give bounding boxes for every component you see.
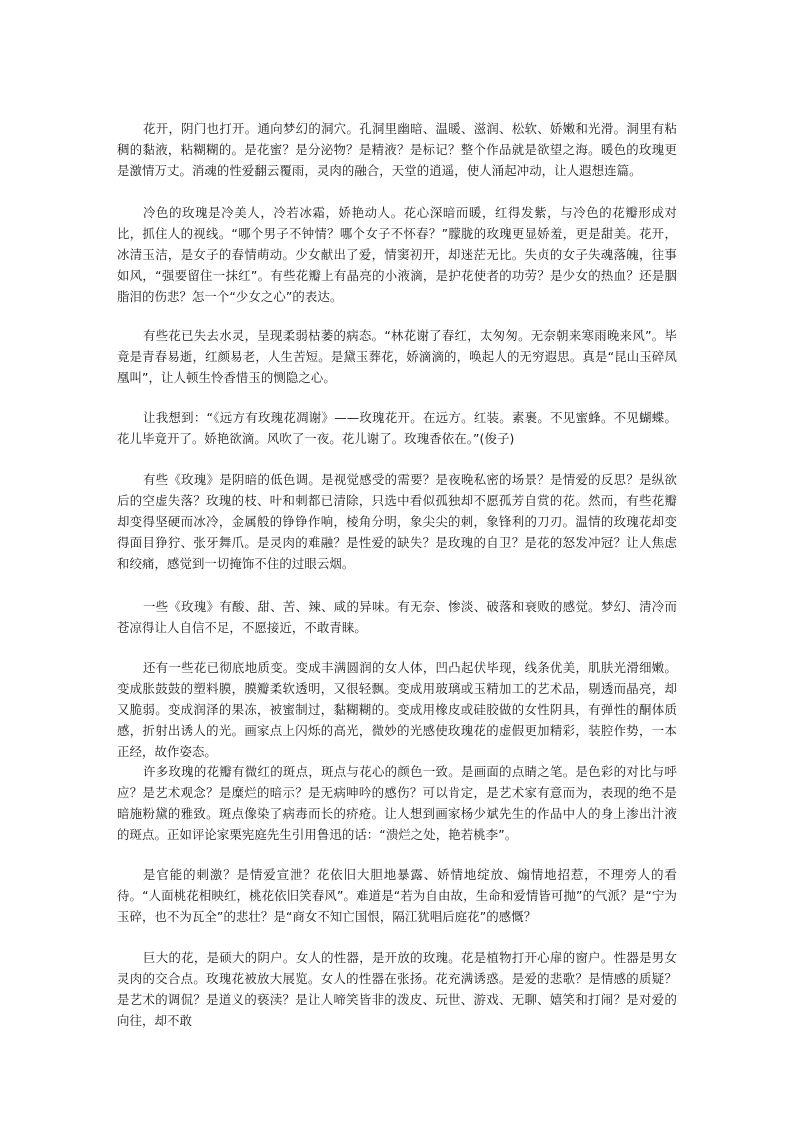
body-paragraph: 还有一些花已彻底地质变。变成丰满圆润的女人体，凹凸起伏毕现，线条优美，肌肤光滑细嫩。变成胀鼓鼓的塑料膜，膜瓣柔软透明，又很轻飘。变成用玻璃或玉精加工的艺术品，剔透而晶亮，却又脆弱。变成润泽的果冻，被蜜制过，黏糊糊的。变成用橡皮或硅胶做的女性阴具，有弹性的酮体质感，折射出诱人的光。画家点上闪烁的高光，微妙的光感使玫瑰花的虚假更加精彩，装腔作势，一本正经，故作姿态。 [117,660,677,759]
body-paragraph: 巨大的花，是硕大的阴户。女人的性器，是开放的玫瑰。花是植物打开心扉的窗户。性器是男女灵肉的交合点。玫瑰花被放大展览。女人的性器在张扬。花充满诱惑。是爱的悲歌？是情感的质疑？是艺术的调侃？是道义的亵渎？是让人啼笑皆非的泼皮、玩世、游戏、无聊、嬉笑和打闹？是对爱的向往，却不敢 [117,950,677,1028]
body-paragraph: 有些花已失去水灵，呈现柔弱枯萎的病态。“林花谢了春红，太匆匆。无奈朝来寒雨晚来风”。毕竟是青春易逝，红颜易老，人生苦短。是黛玉葬花，娇滴滴的，唤起人的无穷遐思。真是“昆山玉碎凤凰叫”，让人顿生怜香惜玉的恻隐之心。 [117,328,677,385]
body-paragraph: 有些《玫瑰》是阴暗的低色调。是视觉感受的需要？是夜晚私密的场景？是情爱的反思？是纵欲后的空虚失落？玫瑰的枝、叶和刺都已清除，只选中看似孤独却不愿孤芳自赏的花。然而，有些花瓣却变得坚硬而冰冷，金属般的铮铮作响，棱角分明，象尖尖的刺，象锋利的刀刃。温情的玫瑰花却变得面目狰狞、张牙舞爪。是灵肉的难融？是性爱的缺失？是玫瑰的自卫？是花的怒发冲冠？让人焦虑和绞痛，感觉到一切掩饰不住的过眼云烟。 [117,472,677,571]
body-paragraph: 是官能的刺激？是情爱宣泄？花依旧大胆地暴露、娇情地绽放、煽情地招惹，不理旁人的看待。“人面桃花相映红，桃花依旧笑春风”。难道是“若为自由故，生命和爱情皆可抛”的气派？是“宁为玉碎，也不为瓦全”的悲壮？是“商女不知亡国恨，隔江犹唱后庭花”的感慨？ [117,867,677,924]
body-paragraph: 一些《玫瑰》有酸、甜、苦、辣、咸的异味。有无奈、惨淡、破落和衰败的感觉。梦幻、清冷而苍凉得让人自信不足，不愿接近，不敢青睐。 [117,599,677,635]
body-paragraph: 冷色的玫瑰是冷美人，冷若冰霜，娇艳动人。花心深暗而暖，红得发紫，与冷色的花瓣形成对比，抓住人的视线。“哪个男子不钟情？哪个女子不怀春？”朦胧的玫瑰更显娇羞，更是甜美。花开，冰清玉洁，是女子的春情萌动。少女献出了爱，情窦初开，却迷茫无比。失贞的女子失魂落魄，往事如风，“强要留住一抹红”。有些花瓣上有晶亮的小液滴，是护花使者的功劳？是少女的热血？还是胭脂泪的伤悲？怎一个“少女之心”的表达。 [117,205,677,304]
body-paragraph: 花开，阴门也打开。通向梦幻的洞穴。孔洞里幽暗、温暖、滋润、松软、娇嫩和光滑。洞里有粘稠的黏液，粘糊糊的。是花蜜？是分泌物？是精液？是标记？整个作品就是欲望之海。暖色的玫瑰更是激情万丈。消魂的性爱翻云覆雨，灵肉的融合，天堂的逍遥，使人涌起冲动，让人遐想连篇。 [117,121,677,178]
body-paragraph: 让我想到：“《远方有玫瑰花凋谢》——玫瑰花开。在远方。红装。素裹。不见蜜蜂。不见蝴蝶。花儿毕竟开了。娇艳欲滴。风吹了一夜。花儿谢了。玫瑰香依在。”(俊子) [117,410,677,446]
body-paragraph: 许多玫瑰的花瓣有微红的斑点，斑点与花心的颜色一致。是画面的点睛之笔。是色彩的对比与呼应？是艺术观念？是糜烂的暗示？是无病呻吟的感伤？可以肯定，是艺术家有意而为，表现的绝不是暗施粉黛的雅致。斑点像染了病毒而长的疥疮。让人想到画家杨少斌先生的作品中人的身上渗出汁液的斑点。正如评论家栗宪庭先生引用鲁迅的话：“溃烂之处，艳若桃李”。 [117,764,677,842]
